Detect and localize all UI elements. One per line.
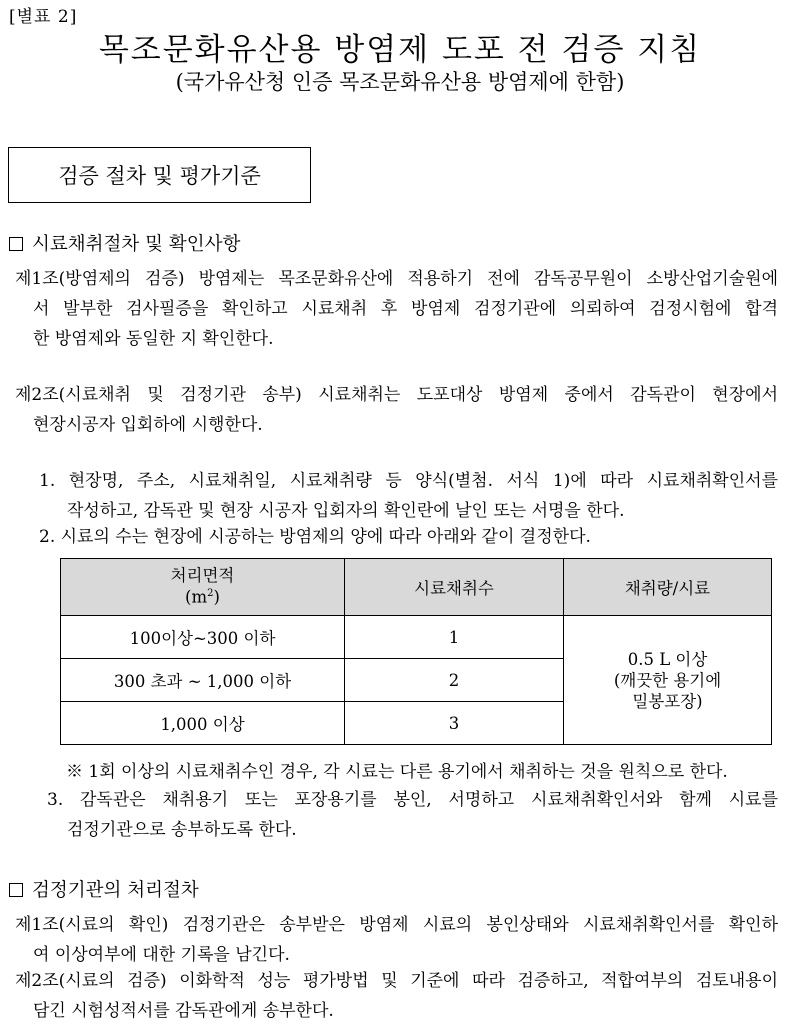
amount-line: 밀봉포장) xyxy=(632,691,703,711)
section-heading-text: 검정기관의 처리절차 xyxy=(32,880,199,901)
list-item-1 xyxy=(39,466,778,526)
amount-line: 0.5 L 이상 xyxy=(627,649,708,669)
table-cell-area: 100이상~300 이하 xyxy=(61,616,345,659)
article-line: 현장시공자 입회하에 시행한다. xyxy=(33,415,263,435)
list-item-3 xyxy=(47,785,778,845)
list-item-line: 검정기관으로 송부하도록 한다. xyxy=(67,820,297,840)
amount-line: (깨끗한 용기에 xyxy=(613,670,722,690)
table-header-amount: 채취량/시료 xyxy=(564,559,772,616)
area-unit-close: ) xyxy=(213,587,220,607)
area-unit-exponent: 2 xyxy=(207,588,214,600)
article-line: 제2조(시료채취 및 검정기관 송부) 시료채취는 도포대상 방염제 중에서 감독관이 현장에서 xyxy=(15,385,778,405)
page-title: 목조문화유산용 방염제 도포 전 검증 지침 xyxy=(98,32,702,68)
table-header-row xyxy=(61,559,772,616)
table-cell-count: 2 xyxy=(345,659,564,702)
procedure-title: 검증 절차 및 평가기준 xyxy=(58,164,261,188)
page-subtitle: (국가유산청 인증 목조문화유산용 방염제에 한함) xyxy=(175,70,625,94)
list-item-line: 작성하고, 감독관 및 현장 시공자 입회자의 확인란에 날인 또는 서명을 한다. xyxy=(67,501,625,521)
article-1-sampling xyxy=(15,264,778,354)
table-cell-area: 1,000 이상 xyxy=(61,702,345,745)
sample-count-table xyxy=(60,558,772,745)
table-header-sample-count: 시료채취수 xyxy=(345,559,564,616)
list-item-line: 1. 현장명, 주소, 시료채취일, 시료채취량 등 양식(별첨. 서식 1)에 따라 시료채취확인서를 xyxy=(39,471,778,491)
table-row xyxy=(61,616,772,659)
table-cell-amount xyxy=(564,616,772,745)
article-line: 서 발부한 검사필증을 확인하고 시료채취 후 방염제 검정기관에 의뢰하여 검정시험에 합격 xyxy=(33,299,778,319)
section-heading-lab xyxy=(9,876,199,902)
article-line: 한 방염제와 동일한 지 확인한다. xyxy=(33,329,274,349)
list-item-line: 3. 감독관은 채취용기 또는 포장용기를 봉인, 서명하고 시료채취확인서와 함께 시료를 xyxy=(47,790,778,810)
table-cell-count: 3 xyxy=(345,702,564,745)
article-line: 담긴 시험성적서를 감독관에게 송부한다. xyxy=(33,1001,334,1021)
table-header-area xyxy=(61,559,345,616)
article-1-lab xyxy=(15,910,778,970)
checkbox-square-icon xyxy=(9,883,23,897)
article-line: 제1조(방염제의 검증) 방염제는 목조문화유산에 적용하기 전에 감독공무원이 소방산업기술원에 xyxy=(15,269,778,289)
procedure-title-box xyxy=(8,147,311,203)
table-cell-area: 300 초과 ~ 1,000 이하 xyxy=(61,659,345,702)
table-cell-count: 1 xyxy=(345,616,564,659)
checkbox-square-icon xyxy=(9,237,23,251)
annex-tag: [별표 2] xyxy=(9,7,78,27)
area-unit-base: (m xyxy=(185,587,208,607)
section-heading-sampling xyxy=(9,230,240,256)
article-2-sampling xyxy=(15,380,778,440)
area-label: 처리면적 xyxy=(170,566,235,586)
article-line: 여 이상여부에 대한 기록을 남긴다. xyxy=(33,945,290,965)
section-heading-text: 시료채취절차 및 확인사항 xyxy=(32,234,241,255)
article-line: 제1조(시료의 확인) 검정기관은 송부받은 방염제 시료의 봉인상태와 시료채취확인서를 확인하 xyxy=(15,915,778,935)
article-2-lab xyxy=(15,966,778,1026)
article-line: 제2조(시료의 검증) 이화학적 성능 평가방법 및 기준에 따라 검증하고, 적합여부의 검토내용이 xyxy=(15,971,778,991)
table-note: ※ 1회 이상의 시료채취수인 경우, 각 시료는 다른 용기에서 채취하는 것을 원칙으로 한다. xyxy=(66,762,728,782)
list-item-2: 2. 시료의 수는 현장에 시공하는 방염제의 양에 따라 아래와 같이 결정한다. xyxy=(39,527,591,547)
